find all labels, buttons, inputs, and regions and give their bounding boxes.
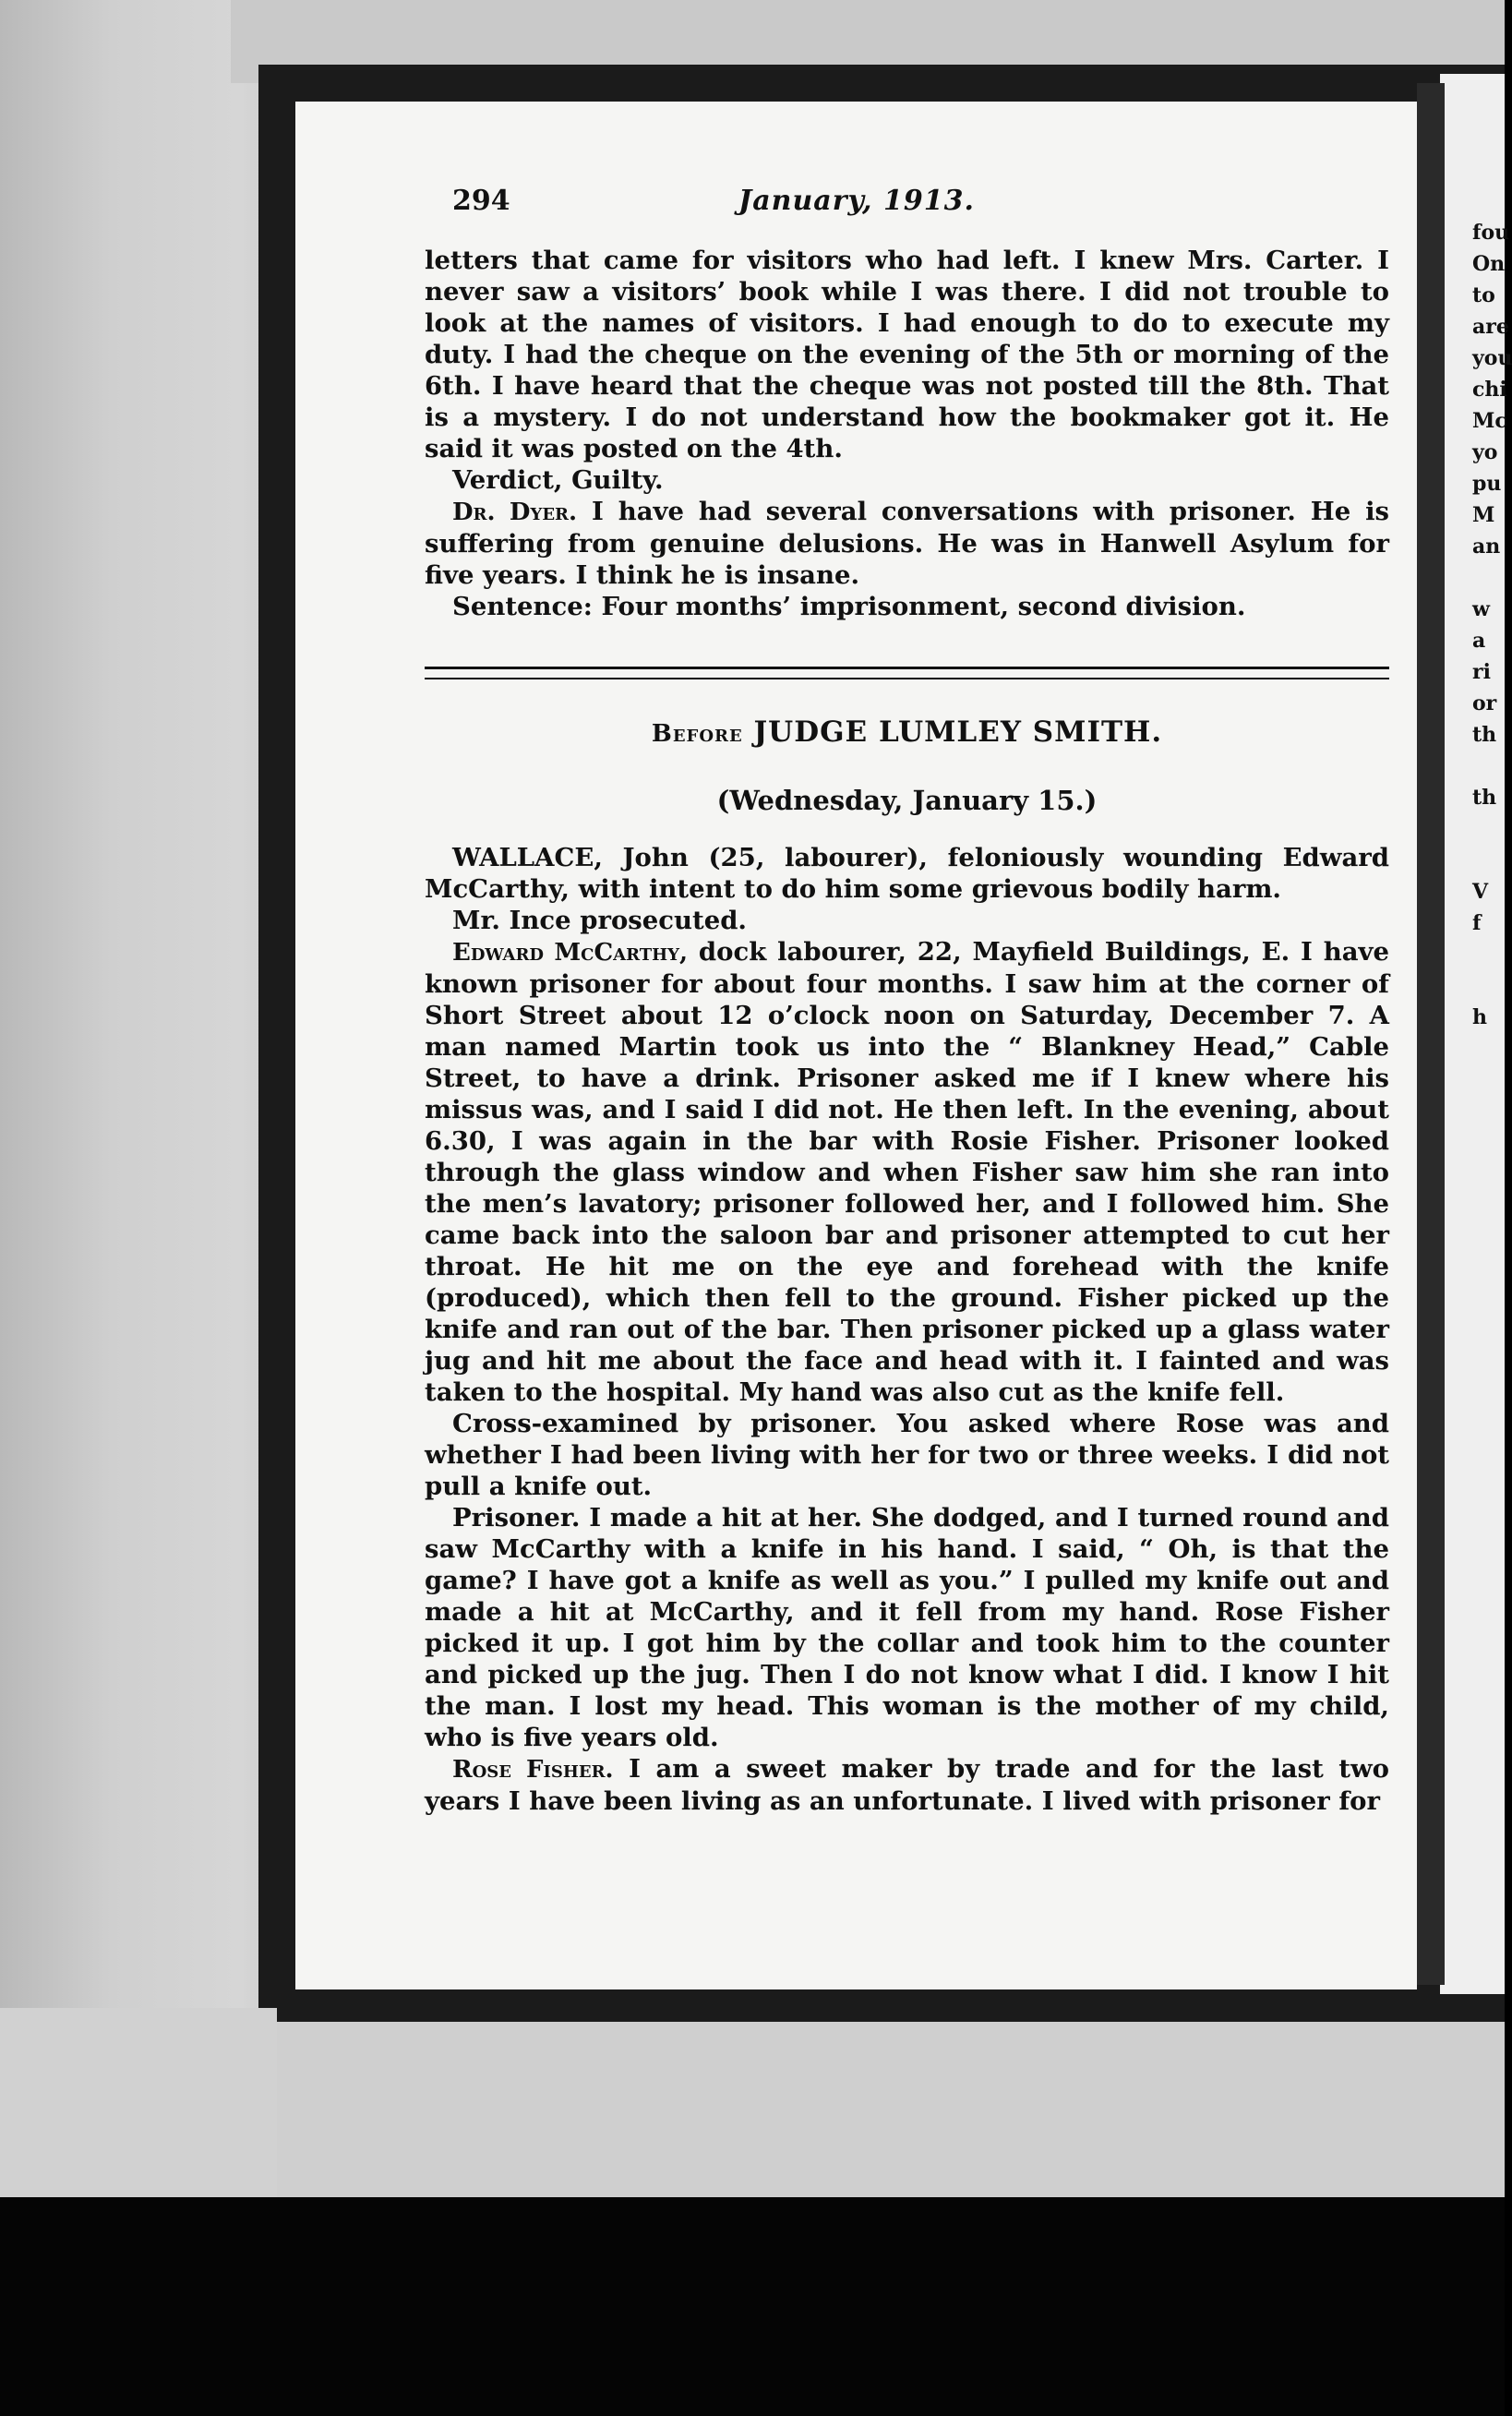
prisoner-statement: Prisoner. I made a hit at her. She dodged, and I turned round and saw McCarthy with a knife in his hand. I said, “ Oh, is that the game? I have got a knife as well as you.” I pulled my knife out and made a hit at McCarthy, and it fell from my hand. Rose Fisher picked it up. I got him by the collar and took him to the counter and picked up the jug. Then I do not know what I did. I know I hit the man. I lost my head. This woman is the mother of my child, who is five years old.: [425, 1503, 1389, 1752]
speaker-label: Rose Fisher.: [452, 1756, 614, 1784]
adjacent-page-fragment: ri: [1472, 660, 1491, 684]
adjacent-page-fragment: [1472, 970, 1505, 1002]
adjacent-page-fragment: fou: [1472, 221, 1510, 245]
adjacent-page-fragment: On: [1472, 252, 1506, 276]
previous-case-text: [425, 245, 1389, 622]
adjacent-page-fragment: to: [1472, 283, 1495, 307]
adjacent-page-fragment: a: [1472, 629, 1486, 653]
section-divider-thin: [425, 678, 1389, 679]
adjacent-page-fragment: or: [1472, 691, 1497, 715]
paragraph: letters that came for visitors who had left. I knew Mrs. Carter. I never saw a visitors’ book while I was there. I did not trouble to look at the names of visitors. I had enough to do to execute my duty. I had the cheque on the evening of the 5th or morning of the 6th. I have heard that the cheque was not posted till the 8th. That is a mystery. I do not understand how the bookmaker got it. He said it was posted on the 4th.: [425, 246, 1389, 463]
adjacent-page-fragment: Mc: [1472, 409, 1507, 433]
court-date: (Wednesday, January 15.): [716, 785, 1098, 816]
adjacent-page-fragment: pu: [1472, 472, 1502, 496]
adjacent-page-fragment: [1472, 939, 1505, 970]
adjacent-page-fragment: th: [1472, 723, 1497, 747]
running-title: January, 1913.: [738, 185, 975, 217]
adjacent-page-fragment: th: [1472, 786, 1497, 810]
adjacent-page-fragment: f: [1472, 911, 1482, 935]
adjacent-page-fragment: yo: [1472, 440, 1498, 464]
adjacent-page-fragment: you: [1472, 346, 1512, 370]
prosecution: Mr. Ince prosecuted.: [452, 906, 748, 935]
sentence: Sentence: Four months’ imprisonment, second division.: [452, 592, 1246, 621]
section-divider: [425, 667, 1389, 669]
scan-bottom-border: [0, 2197, 1505, 2416]
speaker-label: Dr. Dyer.: [452, 499, 578, 526]
page-number: 294: [452, 185, 510, 217]
adjacent-page-fragment: chi: [1472, 378, 1507, 402]
verdict: Verdict, Guilty.: [452, 465, 664, 495]
doctor-statement: Dr. Dyer. I have had several conversations with prisoner. He is suffering from genuine delusions. He was in Hanwell Asylum for five years. I think he is insane.: [425, 497, 1389, 590]
adjacent-page-fragment: an: [1472, 535, 1501, 559]
indictment: WALLACE, John (25, labourer), feloniously wounding Edward McCarthy, with intent to do him some grievous bodily harm.: [425, 843, 1389, 904]
adjacent-page-fragment: [1472, 813, 1505, 845]
witness-evidence: Rose Fisher. I am a sweet maker by trade and for the last two years I have been living as an unfortunate. I lived with prisoner for: [425, 1754, 1389, 1816]
adjacent-page-fragment: are: [1472, 315, 1509, 339]
book-page: [295, 102, 1417, 1989]
adjacent-page-text: [1472, 217, 1512, 1127]
book-gutter: [1417, 83, 1445, 1985]
case-text: [425, 842, 1389, 1817]
adjacent-page-fragment: h: [1472, 1005, 1487, 1029]
court-heading: Before JUDGE LUMLEY SMITH.: [651, 715, 1163, 749]
adjacent-page-fragment: [1472, 751, 1505, 782]
speaker-label: Edward McCarthy,: [452, 939, 689, 967]
adjacent-page-fragment: [1472, 1096, 1505, 1127]
adjacent-page-fragment: [1472, 845, 1505, 876]
witness-evidence: Edward McCarthy, dock labourer, 22, Mayfield Buildings, E. I have known prisoner for about four months. I saw him at the corner of Short Street about 12 o’clock noon on Saturday, December 7. A man named Martin took us into the “ Blankney Head,” Cable Street, to have a drink. Prisoner asked me if I knew where his missus was, and I said I did not. He then left. In the evening, about 6.30, I was again in the bar with Rosie Fisher. Prisoner looked through the glass window and when Fisher saw him she ran into the men’s lavatory; prisoner followed her, and I followed him. She came back into the saloon bar and prisoner attempted to cut her throat. He hit me on the eye and forehead with the knife (produced), which then fell to the ground. Fisher picked up the knife and ran out of the bar. Then prisoner picked up a glass water jug and hit me about the face and head with it. I fainted and was taken to the hospital. My hand was also cut as the knife fell.: [425, 937, 1389, 1407]
scan-left-strip: [0, 2008, 277, 2202]
adjacent-page-fragment: [1472, 1064, 1505, 1096]
adjacent-page-fragment: M: [1472, 503, 1495, 527]
adjacent-page-fragment: w: [1472, 597, 1490, 621]
adjacent-page-fragment: [1472, 562, 1505, 594]
page-header: [452, 185, 1343, 222]
adjacent-page-fragment: V: [1472, 880, 1489, 904]
cross-examination: Cross-examined by prisoner. You asked where Rose was and whether I had been living with her for two or three weeks. I did not pull a knife out.: [425, 1409, 1389, 1501]
adjacent-page-fragment: [1472, 1033, 1505, 1064]
